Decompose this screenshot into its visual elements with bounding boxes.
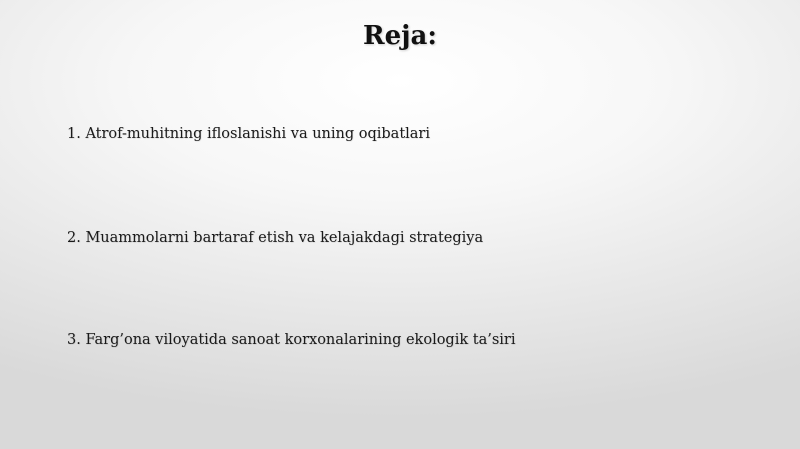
plan-item-1: 1. Atrof-muhitning ifloslanishi va uning oqibatlari	[67, 126, 431, 142]
plan-item-2: 2. Muammolarni bartaraf etish va kelajakdagi strategiya	[67, 230, 484, 246]
slide-title: Reja:	[362, 21, 437, 51]
plan-item-3: 3. Farg’ona viloyatida sanoat korxonalarining ekologik ta’siri	[67, 332, 516, 348]
